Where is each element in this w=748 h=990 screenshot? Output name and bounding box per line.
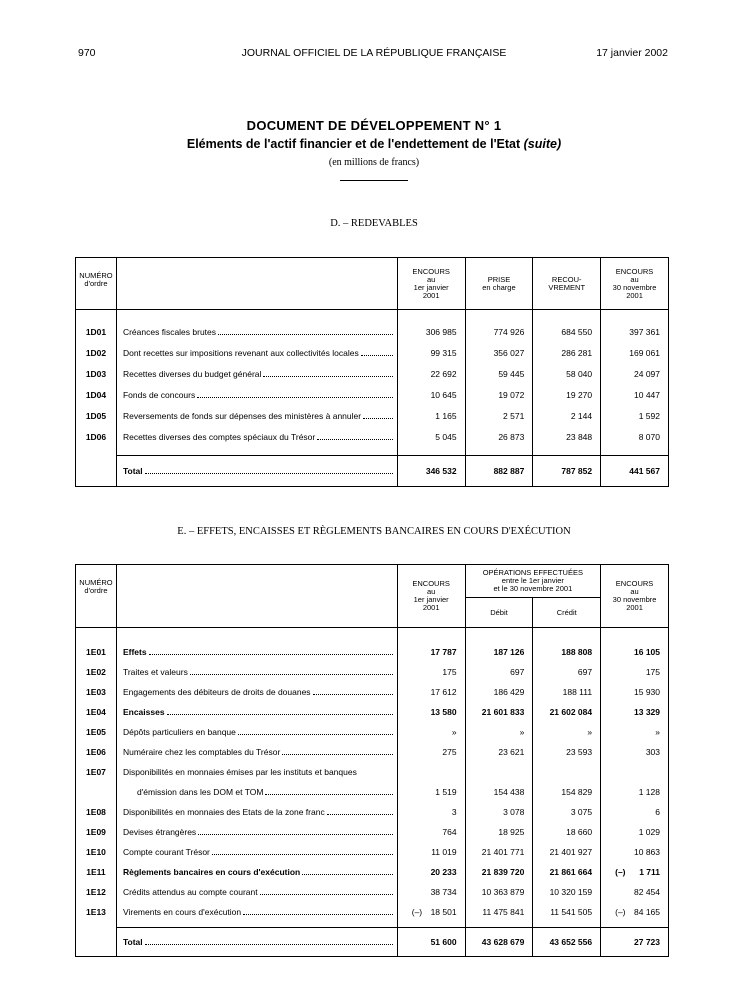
row-value-v3: 188 111: [533, 682, 601, 702]
row-value-v3: 58 040: [533, 364, 601, 385]
row-label: Encaisses: [116, 702, 397, 722]
row-value-v4: 169 061: [601, 343, 669, 364]
col-header-recouvrement: RECOU- VREMENT: [533, 258, 601, 310]
row-value-v4: »: [601, 722, 669, 742]
col-header-encours-debut: ENCOURS au 1er janvier 2001: [397, 565, 465, 628]
row-value-v1: 3: [397, 802, 465, 822]
col-header-debit: Débit: [465, 598, 533, 628]
row-label: Virements en cours d'exécution: [116, 902, 397, 922]
row-value-v4: 397 361: [601, 322, 669, 343]
row-label: Fonds de concours: [116, 385, 397, 406]
col-header-blank: [116, 258, 397, 310]
total-v1: 51 600: [397, 928, 465, 957]
redevables-table: [75, 257, 669, 487]
table-row: [76, 802, 669, 822]
row-value-v2: 2 571: [465, 406, 533, 427]
row-value-v1: 38 734: [397, 882, 465, 902]
page-number: 970: [78, 47, 96, 59]
total-v4: 27 723: [601, 928, 669, 957]
row-value-v3: 286 281: [533, 343, 601, 364]
table-row: [76, 642, 669, 662]
row-code: 1E05: [86, 726, 106, 737]
table-row: [76, 702, 669, 722]
units-note: (en millions de francs): [328, 157, 420, 168]
row-value-v1: 17 612: [397, 682, 465, 702]
effets-table: [75, 564, 669, 957]
row-value-v2: 59 445: [465, 364, 533, 385]
row-value-v2: 356 027: [465, 343, 533, 364]
row-code: 1E11: [86, 866, 106, 877]
row-value-v3: »: [533, 722, 601, 742]
row-code: 1E06: [86, 746, 106, 757]
row-value-v2: 187 126: [465, 642, 533, 662]
row-value-v2: 11 475 841: [465, 902, 533, 922]
row-code: 1E07: [86, 766, 106, 777]
row-code: 1E03: [86, 686, 106, 697]
table-row: [76, 385, 669, 406]
row-label: Devises étrangères: [116, 822, 397, 842]
row-label: Numéraire chez les comptables du Trésor: [116, 742, 397, 762]
row-value-v3: 23 593: [533, 742, 601, 762]
row-value-v1: (–) 18 501: [397, 902, 465, 922]
row-value-v3: 19 270: [533, 385, 601, 406]
total-row: [76, 456, 669, 487]
row-value-v2: 21 601 833: [465, 702, 533, 722]
table-row: [76, 662, 669, 682]
row-value-v3: 684 550: [533, 322, 601, 343]
row-value-v4: 1 029: [601, 822, 669, 842]
section-e-title: E. – EFFETS, ENCAISSES ET RÈGLEMENTS BANCAIRES EN COURS D'EXÉCUTION: [177, 526, 571, 537]
row-value-v3: 21 401 927: [533, 842, 601, 862]
row-value-v4: 15 930: [601, 682, 669, 702]
row-value-v3: 697: [533, 662, 601, 682]
total-v2: 43 628 679: [465, 928, 533, 957]
document-title: DOCUMENT DE DÉVELOPPEMENT N° 1: [246, 118, 502, 133]
row-value-v4: 24 097: [601, 364, 669, 385]
table-row: [76, 427, 669, 448]
row-value-v4: 16 105: [601, 642, 669, 662]
total-v2: 882 887: [465, 456, 533, 487]
row-value-v4: [601, 762, 669, 782]
row-code: 1D01: [85, 327, 107, 337]
table-row: [76, 722, 669, 742]
col-header-encours-fin: ENCOURS au 30 novembre 2001: [601, 565, 669, 628]
row-value-v2: 19 072: [465, 385, 533, 406]
row-label: Recettes diverses des comptes spéciaux du Trésor: [116, 427, 397, 448]
subtitle-suite: (suite): [523, 137, 562, 151]
row-code: [76, 782, 117, 802]
row-code: 1D02: [85, 348, 107, 358]
row-code: 1E13: [86, 906, 106, 917]
row-value-v1: 175: [397, 662, 465, 682]
row-code: 1E04: [86, 706, 106, 717]
negative-sign: (–): [411, 906, 423, 917]
col-header-blank: [116, 565, 397, 628]
col-header-numero: NUMÉRO d'ordre: [76, 258, 117, 310]
row-value-v4: 13 329: [601, 702, 669, 722]
row-value-v4: 1 128: [601, 782, 669, 802]
row-label: Effets: [116, 642, 397, 662]
row-value-v2: 3 078: [465, 802, 533, 822]
col-header-encours-debut: ENCOURS au 1er janvier 2001: [397, 258, 465, 310]
table-row: [76, 343, 669, 364]
row-value-v1: 20 233: [397, 862, 465, 882]
row-code: 1D06: [85, 432, 107, 442]
total-v1: 346 532: [397, 456, 465, 487]
total-v4: 441 567: [601, 456, 669, 487]
total-v3: 787 852: [533, 456, 601, 487]
total-label-cell: Total: [116, 456, 397, 487]
table-row: [76, 682, 669, 702]
row-value-v4: 10 863: [601, 842, 669, 862]
title-rule: [340, 180, 408, 181]
subtitle-main: Eléments de l'actif financier et de l'endettement de l'Etat: [186, 137, 524, 151]
row-value-v2: 26 873: [465, 427, 533, 448]
table-row: [76, 882, 669, 902]
row-value-v4: 303: [601, 742, 669, 762]
row-label: Dont recettes sur impositions revenant aux collectivités locales: [116, 343, 397, 364]
table-row: [76, 762, 669, 782]
col-header-operations: OPÉRATIONS EFFECTUÉES entre le 1er janvier et le 30 novembre 2001: [465, 565, 601, 598]
row-value-v1: 99 315: [397, 343, 465, 364]
issue-date: 17 janvier 2002: [596, 47, 668, 59]
journal-title: JOURNAL OFFICIEL DE LA RÉPUBLIQUE FRANÇAISE: [241, 47, 507, 59]
row-value-v1: 11 019: [397, 842, 465, 862]
row-value-v2: 186 429: [465, 682, 533, 702]
row-label: Créances fiscales brutes: [116, 322, 397, 343]
row-value-v2: 23 621: [465, 742, 533, 762]
row-label: Disponibilités en monnaies des Etats de la zone franc: [116, 802, 397, 822]
section-d-title: D. – REDEVABLES: [330, 218, 418, 229]
row-label: Recettes diverses du budget général: [116, 364, 397, 385]
table-row: [76, 742, 669, 762]
row-label: Compte courant Trésor: [116, 842, 397, 862]
row-value-v1: 764: [397, 822, 465, 842]
row-value-v4: 8 070: [601, 427, 669, 448]
row-label: Crédits attendus au compte courant: [116, 882, 397, 902]
row-label: Engagements des débiteurs de droits de douanes: [116, 682, 397, 702]
row-value-v4: (–) 1 711: [601, 862, 669, 882]
row-label: Traites et valeurs: [116, 662, 397, 682]
row-code: 1D05: [85, 411, 107, 421]
row-value-v2: 774 926: [465, 322, 533, 343]
col-header-credit: Crédit: [533, 598, 601, 628]
row-label: Reversements de fonds sur dépenses des ministères à annuler: [116, 406, 397, 427]
row-code: 1D03: [85, 369, 107, 379]
row-code: 1E10: [86, 846, 106, 857]
row-value-v2: 21 839 720: [465, 862, 533, 882]
row-code: 1D04: [85, 390, 107, 400]
total-v3: 43 652 556: [533, 928, 601, 957]
document-subtitle: [0, 137, 748, 151]
row-code: 1E09: [86, 826, 106, 837]
total-row: [76, 928, 669, 957]
row-value-v1: 275: [397, 742, 465, 762]
table-row: [76, 842, 669, 862]
row-value-v3: 11 541 505: [533, 902, 601, 922]
row-value-v3: 21 602 084: [533, 702, 601, 722]
table-row: [76, 364, 669, 385]
row-value-v4: 1 592: [601, 406, 669, 427]
row-code: 1E01: [86, 646, 106, 657]
row-value-v1: 5 045: [397, 427, 465, 448]
row-value-v4: 6: [601, 802, 669, 822]
negative-sign: (–): [615, 866, 626, 877]
row-value-v2: [465, 762, 533, 782]
row-value-v2: 18 925: [465, 822, 533, 842]
col-header-numero: NUMÉRO d'ordre: [76, 565, 117, 628]
table-row: [76, 862, 669, 882]
row-value-v3: [533, 762, 601, 782]
row-value-v4: 82 454: [601, 882, 669, 902]
row-value-v3: 18 660: [533, 822, 601, 842]
row-value-v1: 10 645: [397, 385, 465, 406]
row-value-v3: 2 144: [533, 406, 601, 427]
col-header-prise: PRISE en charge: [465, 258, 533, 310]
row-value-v2: 21 401 771: [465, 842, 533, 862]
row-code: 1E02: [86, 666, 106, 677]
row-label: Disponibilités en monnaies émises par les instituts et banques: [116, 762, 397, 782]
row-value-v3: 154 829: [533, 782, 601, 802]
row-value-v4: 10 447: [601, 385, 669, 406]
row-value-v3: 21 861 664: [533, 862, 601, 882]
row-label: Règlements bancaires en cours d'exécution: [116, 862, 397, 882]
row-value-v2: 10 363 879: [465, 882, 533, 902]
col-header-encours-fin: ENCOURS au 30 novembre 2001: [601, 258, 669, 310]
row-label: d'émission dans les DOM et TOM: [116, 782, 397, 802]
total-label-cell: Total: [116, 928, 397, 957]
negative-sign: (–): [615, 906, 626, 917]
table-row: [76, 782, 669, 802]
row-value-v1: 17 787: [397, 642, 465, 662]
table-row: [76, 406, 669, 427]
row-label: Dépôts particuliers en banque: [116, 722, 397, 742]
row-value-v3: 23 848: [533, 427, 601, 448]
row-code: 1E12: [86, 886, 106, 897]
row-code: 1E08: [86, 806, 106, 817]
row-value-v4: (–) 84 165: [601, 902, 669, 922]
table-row: [76, 902, 669, 922]
row-value-v2: 154 438: [465, 782, 533, 802]
row-value-v1: 13 580: [397, 702, 465, 722]
table-row: [76, 322, 669, 343]
table-row: [76, 822, 669, 842]
row-value-v1: 1 165: [397, 406, 465, 427]
row-value-v3: 10 320 159: [533, 882, 601, 902]
row-value-v2: »: [465, 722, 533, 742]
row-value-v1: »: [397, 722, 465, 742]
row-value-v2: 697: [465, 662, 533, 682]
row-value-v3: 188 808: [533, 642, 601, 662]
row-value-v1: 306 985: [397, 322, 465, 343]
row-value-v4: 175: [601, 662, 669, 682]
row-value-v1: 1 519: [397, 782, 465, 802]
row-value-v3: 3 075: [533, 802, 601, 822]
row-value-v1: [397, 762, 465, 782]
row-value-v1: 22 692: [397, 364, 465, 385]
